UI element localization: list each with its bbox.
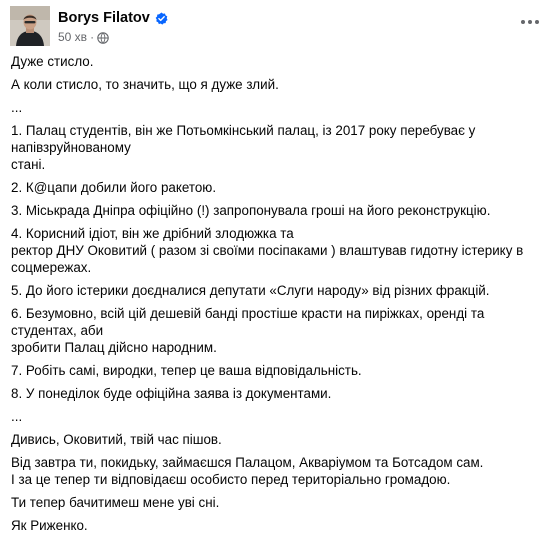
post-paragraph: ...: [11, 409, 23, 424]
more-dot: [535, 20, 539, 24]
post-timestamp[interactable]: 50 хв: [58, 29, 88, 44]
post-paragraph-line: І за це тепер ти відповідаєш особисто перед територіально громадою.: [11, 472, 451, 487]
post-paragraph: Як Риженко.: [11, 518, 88, 533]
post-paragraph: ...: [11, 100, 23, 115]
post-paragraph-line: зробити Палац дійсно народним.: [11, 340, 217, 355]
post-paragraph-line: ректор ДНУ Оковитий ( разом зі своїми посіпаками ) влаштував гидотну істерику в соцмережах.: [11, 243, 527, 275]
post-header: [10, 6, 168, 46]
post-meta: [58, 6, 168, 44]
post-paragraph: Ти тепер бачитимеш мене уві сні.: [11, 495, 220, 510]
avatar[interactable]: [10, 6, 50, 46]
author-name[interactable]: Borys Filatov: [58, 10, 150, 26]
post-paragraph: А коли стисло, то значить, що я дуже злий.: [11, 77, 279, 92]
post-paragraph-line: Від завтра ти, покидьку, займаєшся Палацом, Акваріумом та Ботсадом сам.: [11, 455, 484, 470]
post-paragraph-line: 4. Корисний ідіот, він же дрібний злодюжка та: [11, 226, 294, 241]
post-paragraph: Дивись, Оковитий, твій час пішов.: [11, 432, 222, 447]
separator-dot: ·: [90, 29, 95, 44]
post-paragraph-line: 1. Палац студентів, він же Потьомкінський палац, із 2017 року перебуває у напівзруйнованому: [11, 123, 480, 155]
post-paragraph: Дуже стисло.: [11, 54, 94, 69]
avatar-image: [10, 6, 50, 46]
post-paragraph: 2. К@цапи добили його ракетою.: [11, 180, 217, 195]
post-paragraph-line: стані.: [11, 157, 46, 172]
verified-badge-icon: [155, 12, 168, 25]
author-row: [58, 9, 168, 27]
post-paragraph: 5. До його істерики доєдналися депутати «Слуги народу» від різних фракцій.: [11, 283, 490, 298]
post-body: [11, 53, 546, 534]
globe-icon[interactable]: [97, 31, 109, 43]
post-subline: [58, 29, 168, 44]
more-options-icon[interactable]: [516, 12, 544, 32]
more-dot: [521, 20, 525, 24]
post-paragraph-line: 6. Безумовно, всій цій дешевій банді простіше красти на пиріжках, оренді та студентах, аби: [11, 306, 489, 338]
post-paragraph: 7. Робіть самі, виродки, тепер це ваша відповідальність.: [11, 363, 362, 378]
post-paragraph: 8. У понеділок буде офіційна заява із документами.: [11, 386, 332, 401]
post-paragraph: 3. Міськрада Дніпра офіційно (!) запропонувала гроші на його реконструкцію.: [11, 203, 491, 218]
more-dot: [528, 20, 532, 24]
